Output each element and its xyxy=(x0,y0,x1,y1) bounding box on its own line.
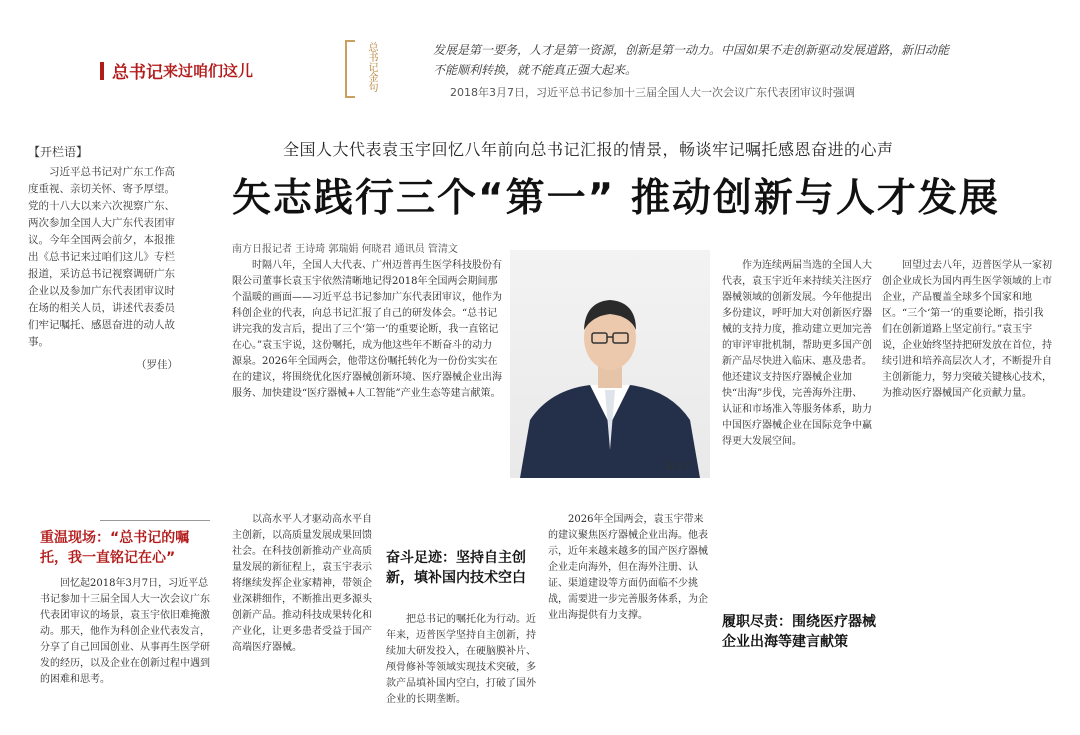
bottom-column-2: 把总书记的嘱托化为行动。近年来，迈普医学坚持自主创新，持续加大研发投入，在硬脑膜补片、颅骨修补等领域实现技术突破，多款产品填补国内空白，打破了国外企业的长期垄断。 xyxy=(386,614,536,705)
divider-line xyxy=(100,520,210,521)
portrait-photo xyxy=(510,250,710,478)
article-column-5: 2026年全国两会，袁玉宇带来的建议聚焦医疗器械企业出海。他表示，近年来越来越多的国产医疗器械企业走向海外，但在海外注册、认证、渠道建设等方面仍面临不少挑战，需要进一步完善服务体系，为企业出海提供有力支撑。 xyxy=(548,514,708,621)
article-column-4: 回望过去八年，迈普医学从一家初创企业成长为国内再生医学领域的上市企业，产品覆盖全球多个国家和地区。“三个‘第一’的重要论断，指引我们在创新道路上坚定前行。”袁玉宇说，企业始终坚持把研发放在首位，持续引进和培养高层次人才，不断提升自主创新能力，努力突破关键核心技术，为推动医疗器械国产化贡献力量。 xyxy=(882,260,1052,399)
bottom-column-1: 回忆起2018年3月7日，习近平总书记参加十三届全国人大一次会议广东代表团审议的场景，袁玉宇依旧难掩激动。那天，他作为科创企业代表发言，分享了自己回国创业、从事再生医学研发的经历，以及企业在创新过程中遇到的困难和思考。 xyxy=(40,578,210,685)
quote-source: 2018年3月7日，习近平总书记参加十三届全国人大一次会议广东代表团审议时强调 xyxy=(450,86,855,99)
article-column-2: 以高水平人才驱动高水平自主创新，以高质量发展成果回馈社会。在科技创新推动产业高质量发展的新征程上，袁玉宇表示将继续发挥企业家精神，带领企业深耕细作，不断推出更多源头创新产品。推动科技成果转化和产业化，让更多患者受益于国产高端医疗器械。 xyxy=(232,514,372,653)
section-tag-bar xyxy=(100,62,104,80)
photo-caption: 袁玉宇 xyxy=(664,462,692,472)
section-name: 总书记 xyxy=(112,63,163,83)
sidebar-header: 【开栏语】 xyxy=(28,145,89,159)
quote-text: 发展是第一要务，人才是第一资源，创新是第一动力。中国如果不走创新驱动发展道路，新旧动能不能顺利转换，就不能真正强大起来。 xyxy=(433,43,950,77)
section-subtitle: 来过咱们这儿 xyxy=(163,62,254,80)
quote-bracket xyxy=(345,40,355,98)
sidebar-signature: （罗佳） xyxy=(136,359,178,371)
article-column-3: 作为连续两届当选的全国人大代表，袁玉宇近年来持续关注医疗器械领域的创新发展。今年他提出多份建议，呼吁加大对创新医疗器械的支持力度，推动建立更加完善的审评审批机制，帮助更多国产创新产品尽快进入临床、惠及患者。他还建议支持医疗器械企业加快“出海”步伐，完善海外注册、认证和市场准入等服务体系，助力中国医疗器械企业在国际竞争中赢得更大发展空间。 xyxy=(722,260,872,447)
article-subhead: 全国人大代表袁玉宇回忆八年前向总书记汇报的情景，畅谈牢记嘱托感恩奋进的心声 xyxy=(283,140,894,159)
article-headline: 矢志践行三个“第一” 推动创新与人才发展 xyxy=(232,176,1000,221)
sidebar-body: 习近平总书记对广东工作高度重视、亲切关怀、寄予厚望。党的十八大以来六次视察广东、两次参加全国人大广东代表团审议。今年全国两会前夕，本报推出《总书记来过咱们这儿》专栏报道，采访总书记视察调研广东企业以及参加广东代表团审议时在场的相关人员，讲述代表委员们牢记嘱托、感恩奋进的动人故事。 xyxy=(28,166,175,348)
bottom-subhead-1: 重温现场：“总书记的嘱托，我一直铭记在心” xyxy=(40,530,190,566)
page-header xyxy=(0,0,1080,99)
article-byline: 南方日报记者 王诗琦 郭瑞娟 何晓君 通讯员 管清文 xyxy=(232,244,458,255)
portrait-figure xyxy=(510,250,710,478)
bottom-subhead-3: 履职尽责：围绕医疗器械企业出海等建言献策 xyxy=(722,614,876,650)
column-intro-sidebar xyxy=(28,143,178,443)
section-tag xyxy=(100,58,253,83)
article-column-1: 时隔八年，全国人大代表、广州迈普再生医学科技股份有限公司董事长袁玉宇依然清晰地记得2018年全国两会期间那个温暖的画面——习近平总书记参加广东代表团审议，他作为科创企业的代表，向总书记汇报了自己的研发体会。“总书记讲完我的发言后，提出了三个‘第一’的重要论断，我一直铭记在心。”袁玉宇说，这份嘱托，成为他这些年不断奋斗的动力源泉。2026年全国两会，他带这份嘱托转化为一份份实实在在的建议，将围绕优化医疗器械创新环境、医疗器械企业出海服务、加快建设“医疗器械+人工智能”产业生态等建言献策。 xyxy=(232,260,502,399)
bottom-subhead-2: 奋斗足迹：坚持自主创新，填补国内技术空白 xyxy=(386,550,526,586)
quote-side-label: 总书记金句 xyxy=(366,42,377,92)
